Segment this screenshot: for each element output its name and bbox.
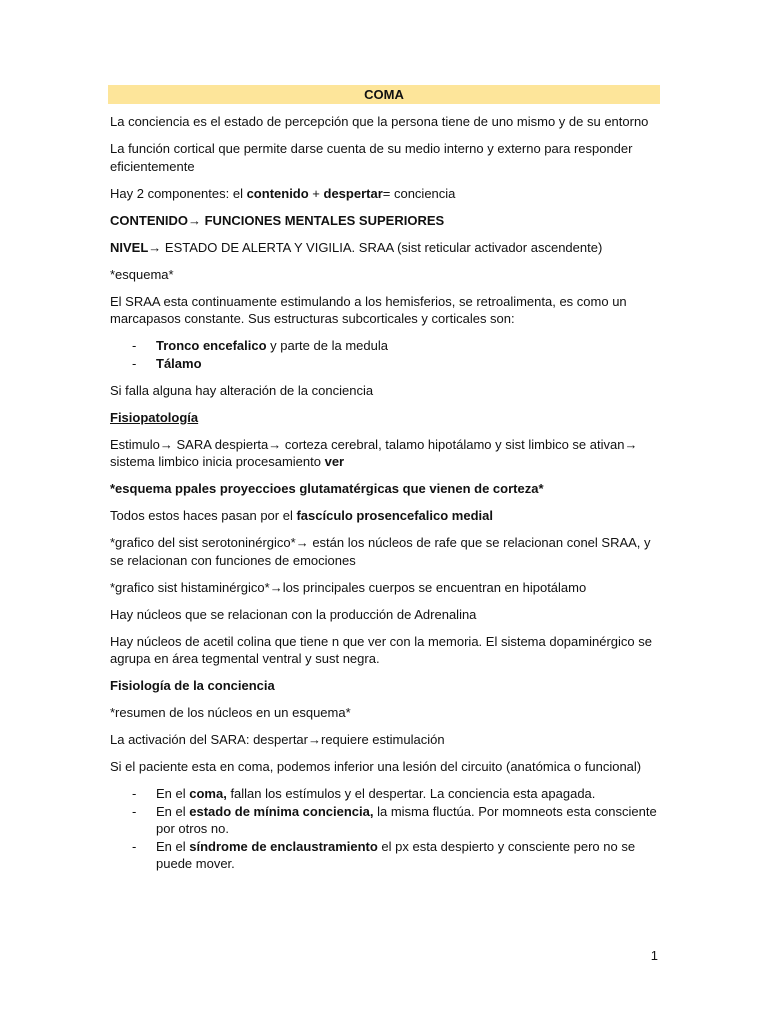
paragraph-paciente-coma: Si el paciente esta en coma, podemos inferior una lesión del circuito (anatómica o funcional) [110, 759, 642, 774]
paragraph-haces [110, 507, 660, 525]
text: sistema limbico inicia procesamiento [110, 454, 325, 469]
text: fallan los estímulos y el despertar. La conciencia esta apagada. [226, 786, 596, 801]
text: ESTADO DE ALERTA Y VIGILIA. SRAA (sist reticular activador ascendente) [161, 239, 603, 255]
bold-minima-conciencia: estado de mínima conciencia, [189, 803, 374, 819]
paragraph-adrenalina: Hay núcleos que se relacionan con la producción de Adrenalina [110, 606, 477, 622]
list-item [110, 803, 660, 838]
paragraph-sraa: El SRAA esta continuamente estimulando a los hemisferios, se retroalimenta, es como un marcapasos constante. Sus estructuras subcorticales y corticales son: [110, 293, 627, 326]
text: y parte de la medula [266, 338, 388, 353]
dash-bullet: - [132, 838, 137, 854]
bold-despertar: despertar [323, 185, 383, 201]
paragraph-serotoninergico [110, 534, 660, 569]
text: corteza cerebral, talamo hipotálamo y sist limbico se ativan [281, 436, 625, 452]
text: Todos estos haces pasan por el [110, 508, 297, 523]
bold-fasciculo: fascículo prosencefalico medial [296, 508, 493, 523]
paragraph-definition: La conciencia es el estado de percepción que la persona tiene de uno mismo y de su entorno [110, 114, 649, 129]
text: Estimulo [110, 436, 160, 452]
text: En el [156, 838, 190, 854]
arrow-right-icon: → [295, 535, 309, 550]
bold-tronco: Tronco encefalico [156, 338, 267, 353]
text: La activación del SARA: despertar [110, 732, 308, 747]
bold-ver: ver [324, 454, 345, 469]
paragraph-cortical-function: La función cortical que permite darse cuenta de su medio interno y externo para responder eficientemente [110, 141, 633, 174]
text: En el [156, 803, 190, 819]
arrow-right-icon: → [269, 579, 283, 595]
dash-bullet: - [132, 355, 137, 371]
text: FUNCIONES MENTALES SUPERIORES [201, 212, 445, 228]
text: Hay 2 componentes: el [110, 185, 247, 201]
arrow-right-icon: → [308, 732, 321, 747]
list-item [110, 785, 660, 803]
text: En el [156, 786, 190, 801]
structures-list [110, 337, 660, 372]
dash-bullet: - [132, 803, 137, 819]
text: = conciencia [382, 185, 456, 201]
text: + [308, 185, 324, 201]
bold-coma: coma, [189, 786, 227, 801]
paragraph-esquema: *esquema* [110, 266, 174, 282]
heading-fisiopatologia: Fisiopatología [110, 409, 199, 425]
list-item [110, 337, 660, 355]
dash-bullet: - [132, 338, 137, 353]
document-title: COMA [108, 85, 660, 104]
document-body [110, 113, 660, 882]
paragraph-nivel [110, 239, 660, 257]
list-item [110, 838, 660, 873]
arrow-right-icon: → [624, 436, 638, 452]
bold-enclaustramiento: síndrome de enclaustramiento [189, 838, 378, 854]
page-number: 1 [650, 948, 658, 963]
paragraph-activacion [110, 731, 660, 749]
text: CONTENIDO [110, 212, 188, 228]
arrow-right-icon: → [148, 239, 162, 255]
heading-fisiologia: Fisiología de la conciencia [110, 678, 275, 693]
bold-nivel: NIVEL [110, 239, 149, 255]
paragraph-estimulo [110, 436, 660, 471]
arrow-right-icon: → [159, 436, 173, 452]
list-item [110, 355, 660, 373]
paragraph-contenido [110, 212, 660, 230]
text: los principales cuerpos se encuentran en hipotálamo [282, 579, 587, 595]
text: la misma fluctúa. Por momneots esta consciente por otros no. [156, 803, 657, 836]
text: el px esta despierto y consciente pero no se puede mover. [156, 838, 636, 871]
paragraph-components [110, 185, 660, 203]
dash-bullet: - [132, 786, 137, 801]
text: *grafico sist histaminérgico* [110, 579, 270, 595]
paragraph-resumen: *resumen de los núcleos en un esquema* [110, 705, 351, 720]
bold-contenido: contenido [246, 185, 309, 201]
text: SARA despierta [172, 436, 269, 452]
arrow-right-icon: → [268, 436, 282, 452]
text: requiere estimulación [321, 732, 445, 747]
paragraph-falla: Si falla alguna hay alteración de la conciencia [110, 382, 374, 398]
arrow-right-icon: → [188, 212, 201, 228]
states-list [110, 785, 660, 873]
paragraph-histaminergico [110, 579, 660, 597]
text: *grafico del sist serotoninérgico* [110, 535, 296, 550]
paragraph-esquema-glutamatergicas: *esquema ppales proyeccioes glutamatérgicas que vienen de corteza* [110, 481, 544, 496]
bold-talamo: Tálamo [156, 355, 202, 371]
text: están los núcleos de rafe que se relacionan conel SRAA, y se relacionan con funciones de emociones [110, 535, 651, 568]
paragraph-acetilcolina: Hay núcleos de acetil colina que tiene n que ver con la memoria. El sistema dopaminérgico se agrupa en área tegmental ventral y sust negra. [110, 633, 652, 666]
